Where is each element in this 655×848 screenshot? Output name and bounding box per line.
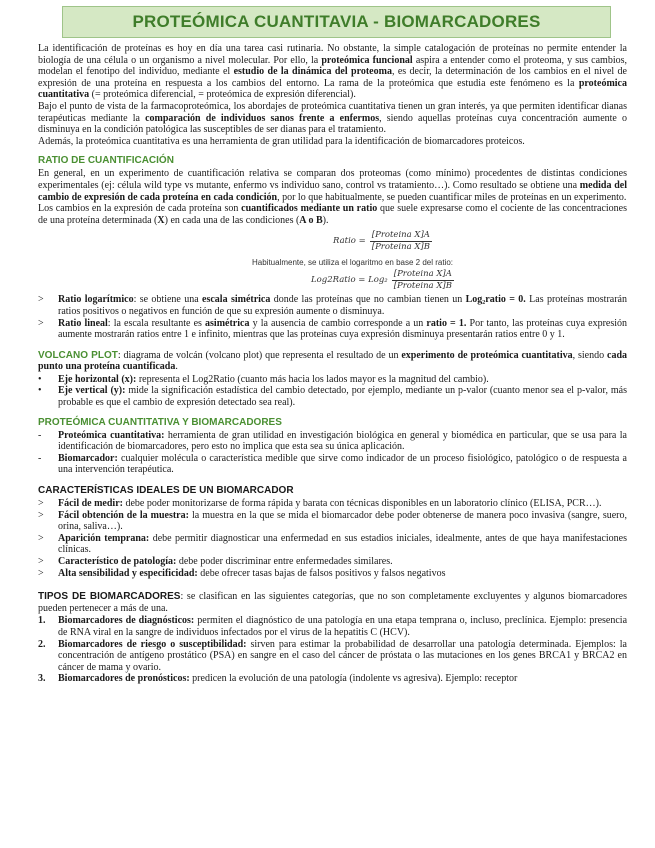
list-item: > Fácil de medir: debe poder monitorizarse de forma rápida y barata con técnicas disponibles en un laboratorio clínico (ELISA, PCR…). xyxy=(38,498,602,510)
tipos-paragraph: TIPOS DE BIOMARCADORES: se clasifican en las siguientes categorías, que no son completamente excluyentes y algunos biomarcadores pueden pertenecer a más de una. xyxy=(38,591,627,614)
intro-paragraph-1: La identificación de proteínas es hoy en día una tarea casi rutinaria. No obstante, la simple catalogación de proteínas no permite entender la biología de una célula o un organismo a nivel molecular. Por ello, la proteómica funcional aspira a entender como el proteoma, y sus cambios, modelan el fenotipo del individuo, mediante el estudio de la dinámica del proteoma, es decir, la determinación de los cambios en el nivel de expresión de una proteína en respuesta a los cambios del entorno. La rama de la proteómica que estudia este fenómeno es la proteómica cuantitativa (= proteómica diferencial, = proteómica de expresión diferencial). xyxy=(38,43,627,101)
log-caption: Habitualmente, se utiliza el logaritmo en base 2 del ratio: xyxy=(252,258,453,268)
list-item: - Biomarcador: cualquier molécula o característica medible que sirve como indicador de un proceso fisiológico, patológico o de respuesta a una intervención terapéutica. xyxy=(38,452,627,476)
ratio-formula: Ratio = $\frac{\text{[Proteina X]A}}{\text{[Proteina X]B}}$ xyxy=(333,229,430,252)
list-item: - Proteómica cuantitativa: herramienta de gran utilidad en investigación biológica en general y biomédica en particular, que se usa para la identificación de biomarcadores, pero esto no implica que esta sea su única aplicación. xyxy=(38,429,627,453)
list-item: > Característico de patología: debe poder discriminar entre enfermedades similares. xyxy=(38,556,393,567)
page-title: PROTEÓMICA CUANTITAVIA - BIOMARCADORES xyxy=(62,6,611,38)
tipos-list xyxy=(38,615,627,685)
list-item: 3. Biomarcadores de pronósticos: predicen la evolución de una patología (indolente vs agresiva). Ejemplo: receptor xyxy=(38,673,518,685)
section-heading-caracteristicas: CARACTERÍSTICAS IDEALES DE UN BIOMARCADOR xyxy=(38,485,294,497)
log2ratio-formula: Log2Ratio = Log₂ $\frac{\text{[Proteina X]A}}{\text{[Proteina X]B}}$ xyxy=(311,268,452,291)
section-heading-ratio: RATIO DE CUANTIFICACIÓN xyxy=(38,155,174,167)
ratio-paragraph-2: Los cambios en la expresión de cada proteína son cuantificados mediante un ratio que suele expresarse como el cociente de las concentraciones de una proteína determinada (X) en cada una de las condiciones (A o B). xyxy=(38,203,627,226)
ratio-paragraph-1: En general, en un experimento de cuantificación relativa se comparan dos proteomas (como mínimo) procedentes de distintas condiciones experimentales (ej: célula wild type vs mutante, enfermo vs individuo sano, control vs tratamiento…). Como resultado se obtiene una medida del cambio de expresión de cada proteína en cada condición, por lo que habitualmente, se pueden cuantificar miles de proteínas en un experimento. xyxy=(38,168,627,203)
list-item: > Fácil obtención de la muestra: la muestra en la que se mida el biomarcador debe poder obtenerse de manera poco invasiva (sangre, suero, orina, saliva…). xyxy=(38,509,628,533)
volcano-list xyxy=(38,374,627,409)
intro-paragraph-3: Además, la proteómica cuantitativa es una herramienta de gran utilidad para la identificación de biomarcadores proteicos. xyxy=(38,135,525,147)
list-item: 2. Biomarcadores de riesgo o susceptibilidad: sirven para estimar la probabilidad de desarrollar una patología determinada. Ejemplos: la concentración de antígeno prostático (PSA) en sangre en el caso del cáncer de próstata o las mutaciones en los genes BRCA1 y BRCA2 en cáncer de mama y ovario. xyxy=(38,638,627,673)
list-item: 1. Biomarcadores de diagnósticos: permiten el diagnóstico de una patología en una etapa temprana o, incluso, preclínica. Ejemplo: presencia de RNA viral en la sangre de individuos infectados por el virus de la hepatitis C (HCV). xyxy=(38,615,628,638)
list-item: > Ratio lineal: la escala resultante es asimétrica y la ausencia de cambio corresponde a un ratio = 1. Por tanto, las proteínas cuya expresión aumente mostrarán ratios entre 1 e infinito, mientras que las proteínas cuya expresión disminuya presentarán ratios entre 0 y 1. xyxy=(38,317,628,341)
list-item: > Alta sensibilidad y especificidad: debe ofrecer tasas bajas de falsos positivos y falsos negativos xyxy=(38,567,446,579)
list-item: > Aparición temprana: debe permitir diagnosticar una enfermedad en sus estadios iniciales, idealmente, antes de que haya manifestaciones clínicas. xyxy=(38,532,627,556)
proteomica-list xyxy=(38,430,627,476)
list-item: • Eje vertical (y): mide la significación estadística del cambio detectado, por ejemplo, mediante un p-valor (cuanto menor sea el p-valor, más probable es que el cambio de expresión detectado sea real). xyxy=(38,385,627,409)
ratio-list xyxy=(38,294,627,340)
intro-paragraph-2: Bajo el punto de vista de la farmacoproteómica, los abordajes de proteómica cuantitativa tienen un gran interés, ya que permiten identificar dianas terapéuticas mediante la comparación de individuos sanos frente a enfermos, siendo aquellas proteínas cuya concentración aumente o disminuya en la condición patológica las susceptibles de ser dianas para el tratamiento. xyxy=(38,100,627,136)
list-item: • Eje horizontal (x): representa el Log2Ratio (cuanto más hacia los lados mayor es la magnitud del cambio). xyxy=(38,373,489,385)
volcano-paragraph: VOLCANO PLOT: diagrama de volcán (volcano plot) que representa el resultado de un experimento de proteómica cuantitativa, siendo cada punto una proteína cuantificada. xyxy=(38,349,628,373)
caracteristicas-list xyxy=(38,498,627,579)
section-heading-proteomica: PROTEÓMICA CUANTITATIVA Y BIOMARCADORES xyxy=(38,416,282,428)
list-item: > Ratio logarítmico: se obtiene una escala simétrica donde las proteínas que no cambian tienen un Log₂ratio = 0. Las proteínas mostrarán ratios positivos o negativos en función de que su expresión aumente o disminuya. xyxy=(38,294,627,317)
